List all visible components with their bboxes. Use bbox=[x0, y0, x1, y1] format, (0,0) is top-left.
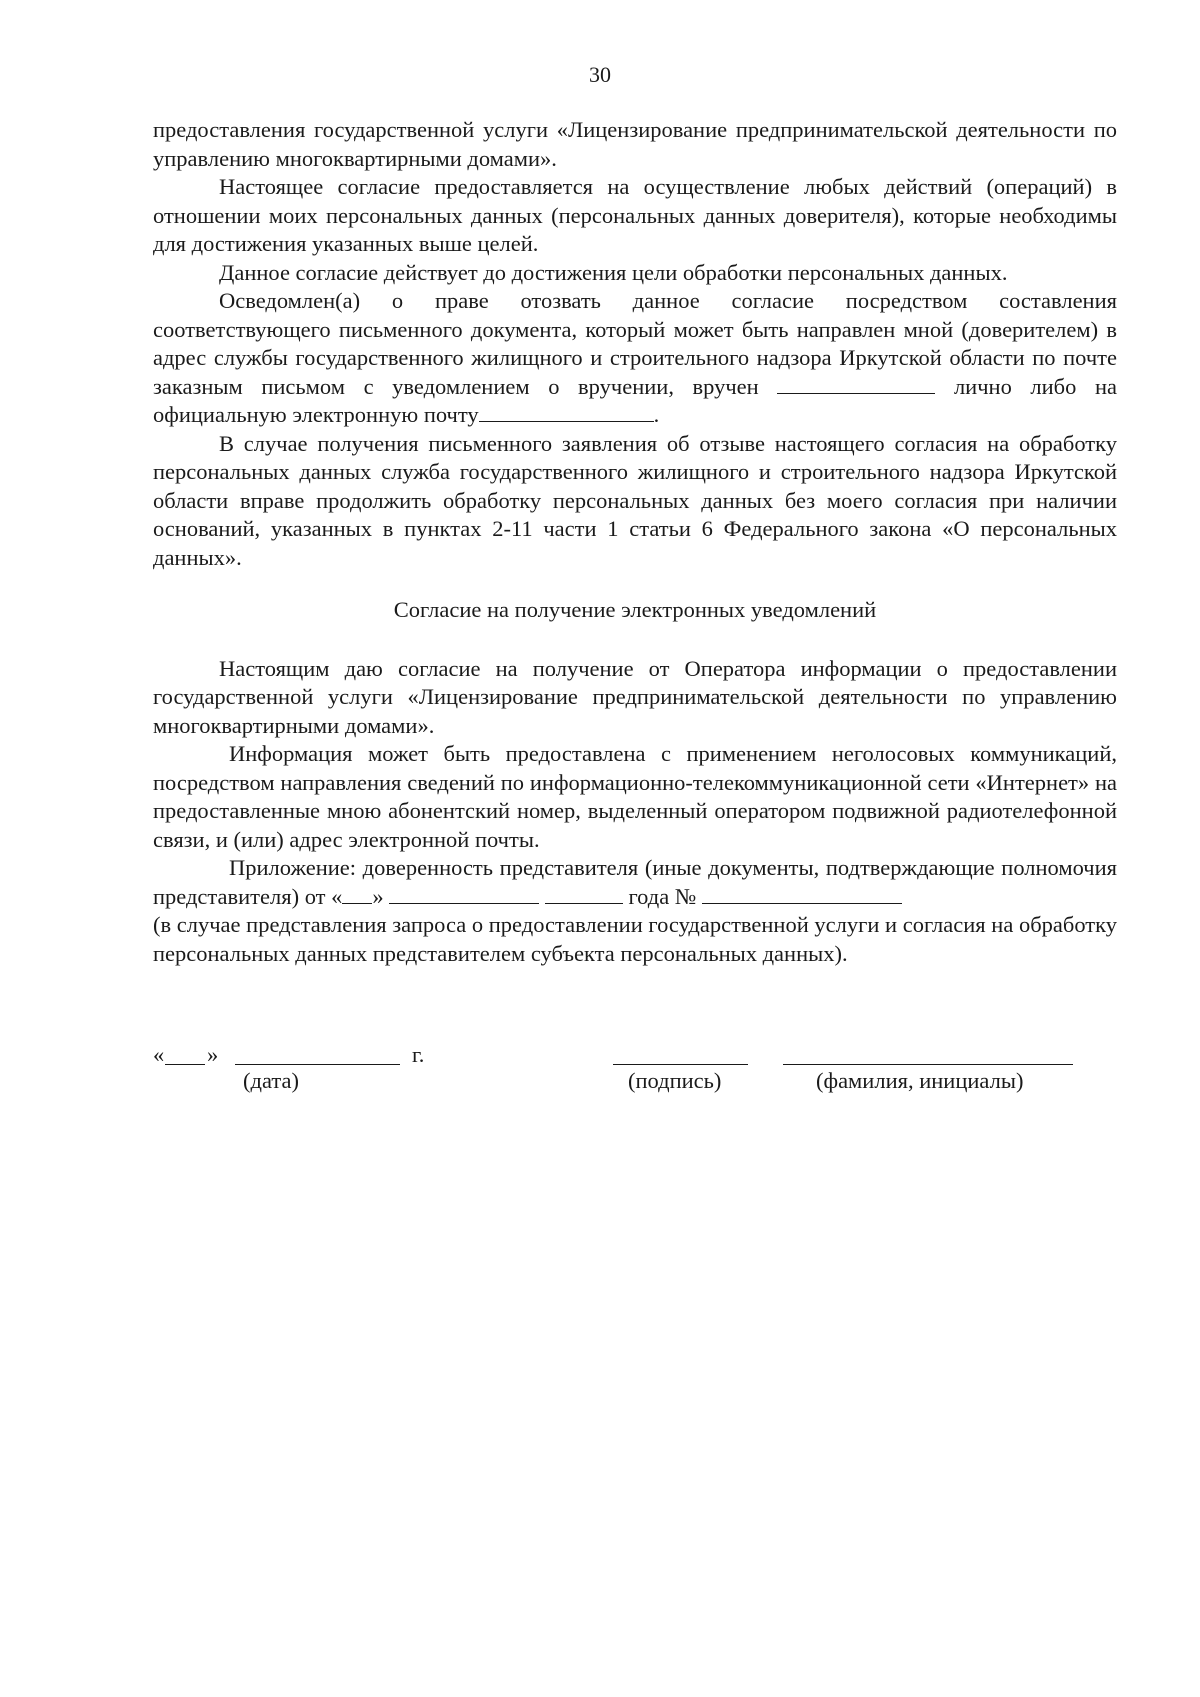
attachment-day-blank bbox=[342, 883, 372, 904]
date-day-line bbox=[165, 1064, 205, 1065]
paragraph-attachment-note: (в случае представления запроса о предоставлении государственной услуги и согласия на обработку персональных данных представителем субъекта персональных данных). bbox=[153, 912, 1117, 966]
revocation-text-cont: лично либо на официальную электронную почту bbox=[153, 373, 1118, 427]
signature-line bbox=[613, 1064, 748, 1065]
paragraph-notifications-channels: Информация может быть предоставлена с применением неголосовых коммуникаций, посредством направления сведений по информационно-телекоммуникационной сети «Интернет» на предоставленные мною абонентский номер, выделенный оператором подвижной радиотелефонной связи, и (или) адрес электронной почты. bbox=[153, 741, 1117, 852]
attachment-year-label: года № bbox=[628, 883, 697, 909]
date-close-quote: » bbox=[207, 1042, 219, 1067]
paragraph-consent-scope: Настоящее согласие предоставляется на осуществление любых действий (операций) в отношении моих персональных данных (персональных данных доверителя), которые необходимы для достижения указанных выше целей. bbox=[153, 174, 1117, 256]
date-open-quote: « bbox=[153, 1042, 165, 1067]
attachment-year-blank bbox=[545, 883, 623, 904]
date-year-suffix: г. bbox=[412, 1042, 425, 1067]
attachment-text: Приложение: доверенность представителя (иные документы, подтверждающие полномочия представителя) от « bbox=[153, 855, 1117, 909]
revocation-end: . bbox=[653, 402, 660, 427]
paragraph-consent-duration: Данное согласие действует до достижения цели обработки персональных данных. bbox=[219, 259, 1008, 285]
email-blank bbox=[479, 401, 654, 422]
attachment-quote: » bbox=[372, 883, 384, 909]
paragraph-revocation-processing: В случае получения письменного заявления об отзыве настоящего согласия на обработку персональных данных служба государственного жилищного и строительного надзора Иркутской области вправе продолжить обработку персональных данных без моего согласия при наличии оснований, указанных в пунктах 2-11 части 1 статьи 6 Федерального закона «О персональных данных». bbox=[153, 430, 1117, 570]
revocation-text: Осведомлен(а) о праве отозвать данное согласие посредством составления соответствующего письменного документа, который может быть направлен мной (доверителем) в адрес службы государственного жилищного и строительного надзора Иркутской области по почте заказным письмом с уведомлением о вручении, вручен bbox=[153, 288, 1117, 399]
signature-label: (подпись) bbox=[628, 1068, 722, 1093]
section-heading: Согласие на получение электронных уведомлений bbox=[393, 597, 877, 622]
attachment-number-blank bbox=[702, 883, 902, 904]
signature-block bbox=[153, 1042, 1117, 1112]
document-body bbox=[153, 116, 1117, 968]
paragraph-service-name: предоставления государственной услуги «Лицензирование предпринимательской деятельности по управлению многоквартирными домами». bbox=[153, 117, 1117, 171]
name-label: (фамилия, инициалы) bbox=[816, 1068, 1024, 1093]
name-line bbox=[783, 1064, 1073, 1065]
page-number: 30 bbox=[589, 62, 611, 87]
delivery-blank bbox=[777, 373, 935, 394]
paragraph-attachment bbox=[153, 854, 1117, 911]
date-month-line bbox=[235, 1064, 400, 1065]
date-label: (дата) bbox=[243, 1068, 299, 1093]
attachment-month-blank bbox=[389, 883, 539, 904]
paragraph-notifications-consent: Настоящим даю согласие на получение от Оператора информации о предоставлении государственной услуги «Лицензирование предпринимательской деятельности по управлению многоквартирными домами». bbox=[153, 655, 1117, 738]
paragraph-revocation bbox=[153, 287, 1117, 430]
